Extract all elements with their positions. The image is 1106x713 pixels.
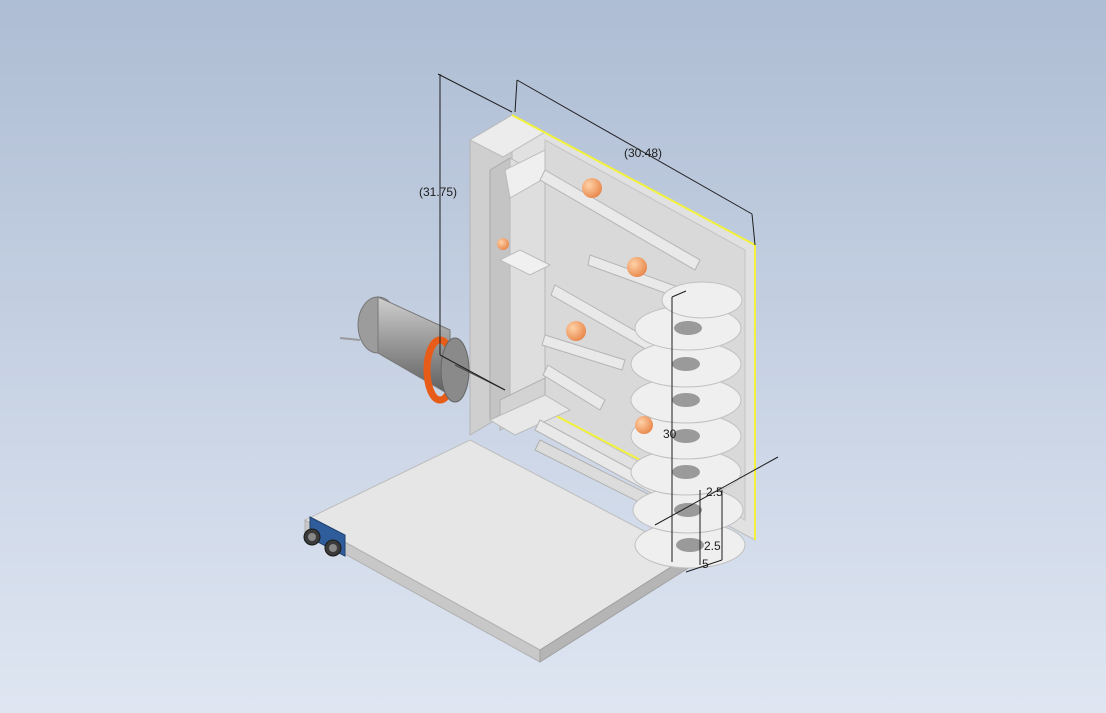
step-dimension-label-c: 5 [702, 557, 709, 571]
ball [627, 257, 647, 277]
width-dimension-label: (30.48) [624, 146, 663, 160]
ball [635, 416, 653, 434]
ball [566, 321, 586, 341]
step-dimension-label-b: 2.5 [704, 539, 721, 553]
spiral-height-dimension-label: 30 [663, 427, 677, 441]
step-dimension-label-a: 2.5 [706, 485, 723, 499]
ball [582, 178, 602, 198]
ball [497, 238, 509, 250]
height-dimension-label: (31.75) [419, 185, 458, 199]
